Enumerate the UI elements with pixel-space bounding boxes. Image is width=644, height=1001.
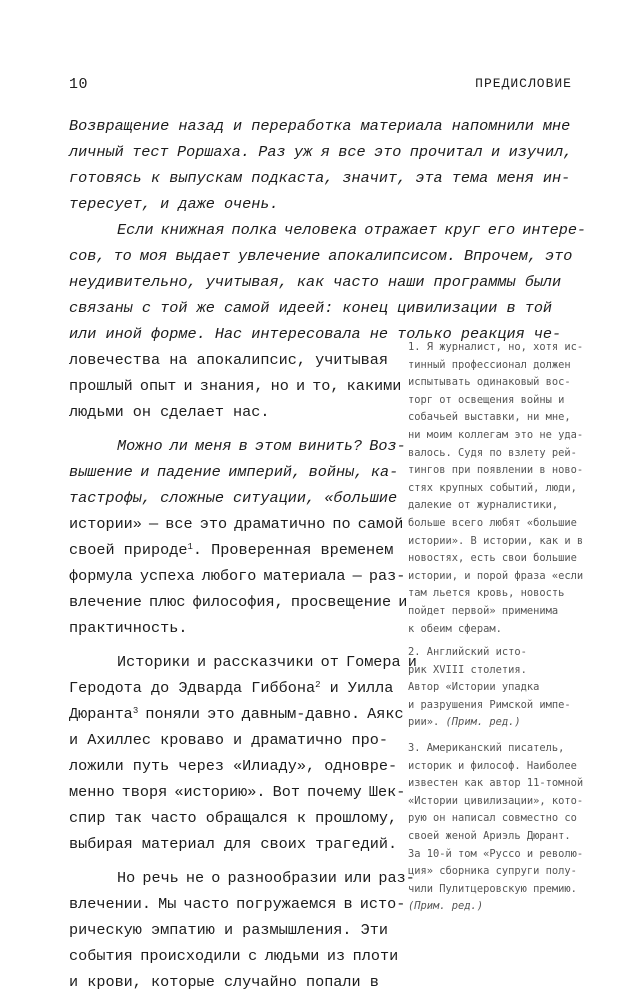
footnote-1-line: новостях, есть свои большие [408, 552, 577, 565]
footnote-1-line: тинный профессионал должен [408, 358, 571, 371]
footnote-2-line [408, 714, 521, 732]
text-run: Дюранта [69, 705, 133, 723]
footnote-1-line: собачьей выставки, ни мне, [408, 411, 571, 424]
text-line: влечение плюс философия, просвещение и [69, 593, 408, 611]
footnote-1-line: валось. Судя по взлету рей- [408, 446, 577, 459]
footnote-mark-1: 1 [187, 542, 193, 552]
text-line: Возвращение назад и переработка материала напомнили мне [69, 117, 571, 135]
text-line: Можно ли меня в этом винить? Воз- [117, 437, 406, 455]
footnote-1-line: пойдет первой» применима [408, 605, 559, 617]
text-line: ложили путь через «Илиаду», одновре- [69, 757, 398, 775]
text-line: Историки и рассказчики от Гомера и [117, 653, 417, 671]
page-header [69, 76, 572, 98]
text-line: Если книжная полка человека отражает круг его интере- [117, 221, 587, 239]
text-line: тастрофы, сложные ситуации, «большие [69, 489, 398, 507]
text-line: людьми он сделает нас. [69, 403, 270, 421]
footnote-2-line: рик XVIII столетия. [408, 663, 527, 676]
text-line: тересует, и даже очень. [69, 195, 279, 213]
footnote-3-line: ция» сборника супруги полу- [408, 865, 577, 878]
footnote-1-line: истории». В истории, как и в [408, 534, 584, 547]
text-line: сов, то моя выдает увлечение апокалипсисом. Впрочем, это [69, 247, 573, 265]
text-line [69, 675, 398, 701]
footnote-1-line: истории, и порой фраза «если [408, 569, 584, 582]
footnote-3-line: историк и философ. Наиболее [408, 759, 577, 772]
text-run: Геродота до Эдварда Гиббона [69, 679, 316, 697]
footnote-3-line: известен как автор 11-томной [408, 777, 584, 790]
text-line: готовясь к выпускам подкаста, значит, эта тема меня ин- [69, 169, 571, 187]
footnote-3-line: рую он написал совместно со [408, 812, 577, 825]
footnote-1-line: там льется кровь, новость [408, 587, 565, 600]
text-line: истории» — все это драматично по самой [69, 515, 404, 533]
footnote-2-line: и разрушения Римской импе- [408, 698, 571, 711]
text-line: спир так часто обращался к прошлому, [69, 809, 398, 827]
text-line: ловечества на апокалипсис, учитывая [69, 351, 388, 369]
footnote-3-line: своей женой Ариэль Дюрант. [408, 830, 571, 842]
text-line: связаны с той же самой идеей: конец цивилизации в той [69, 299, 553, 317]
text-run: и Уилла [320, 679, 394, 697]
text-run: рии». [408, 716, 446, 729]
footnote-1-line: ни моим коллегам это не уда- [408, 429, 584, 441]
text-line: менно творя «историю». Вот почему Шек- [69, 783, 406, 801]
text-line: или иной форме. Нас интересовала не только реакция че- [69, 325, 562, 343]
footnote-1-line: тингов при появлении в ново- [408, 464, 584, 477]
footnote-3-line: 3. Американский писатель, [408, 742, 565, 754]
text-line [69, 701, 404, 727]
editor-note: (Прим. ред.) [408, 900, 484, 913]
text-run: поняли это давным-давно. Аякс [138, 705, 404, 723]
footnote-1-line: стях крупных событий, люди, [408, 481, 577, 494]
text-line: практичность. [69, 619, 188, 637]
text-line: влечении. Мы часто погружаемся в исто- [69, 895, 406, 913]
footnote-1-line: торг от освещения войны и [408, 393, 565, 406]
editor-note: (Прим. ред.) [445, 716, 521, 729]
text-line: формула успеха любого материала — раз- [69, 567, 406, 585]
footnote-1-line: 1. Я журналист, но, хотя ис- [408, 341, 584, 353]
text-line: и крови, которые случайно попали в [69, 973, 379, 991]
footnote-2-line: 2. Английский исто- [408, 646, 527, 658]
text-line: и Ахиллес кроваво и драматично про- [69, 731, 388, 749]
text-line: рическую эмпатию и размышления. Эти [69, 921, 388, 939]
footnote-2-line: Автор «Истории упадка [408, 681, 540, 694]
footnote-mark-2: 2 [315, 680, 321, 690]
footnote-1-line: испытывать одинаковый вос- [408, 376, 571, 389]
running-title: ПРЕДИСЛОВИЕ [475, 76, 572, 91]
text-run: своей природе [69, 541, 188, 559]
text-line: Но речь не о разнообразии или раз- [117, 869, 415, 887]
text-line: неудивительно, учитывая, как часто наши программы были [69, 273, 562, 291]
text-line: прошлый опыт и знания, но и то, какими [69, 377, 402, 395]
footnote-1-line: далекие от журналистики, [408, 499, 559, 512]
footnote-1-line: больше всего любят «большие [408, 517, 577, 529]
text-run: . Проверенная временем [192, 541, 394, 559]
text-line: выбирая материал для своих трагедий. [69, 835, 398, 853]
footnote-3-line: За 10-й том «Руссо и револю- [408, 847, 584, 860]
text-line: вышение и падение империй, войны, ка- [69, 463, 399, 481]
text-line [69, 537, 398, 563]
footnote-3-line: чили Пулитцеровскую премию. [408, 882, 577, 895]
footnote-mark-3: 3 [132, 706, 139, 716]
page-number: 10 [69, 76, 89, 93]
text-line: события происходили с людьми из плоти [69, 947, 399, 965]
footnote-3-line: «Истории цивилизации», кото- [408, 794, 584, 807]
text-line: личный тест Роршаха. Раз уж я все это прочитал и изучил, [69, 143, 573, 161]
footnote-1-line: к обеим сферам. [408, 622, 502, 635]
